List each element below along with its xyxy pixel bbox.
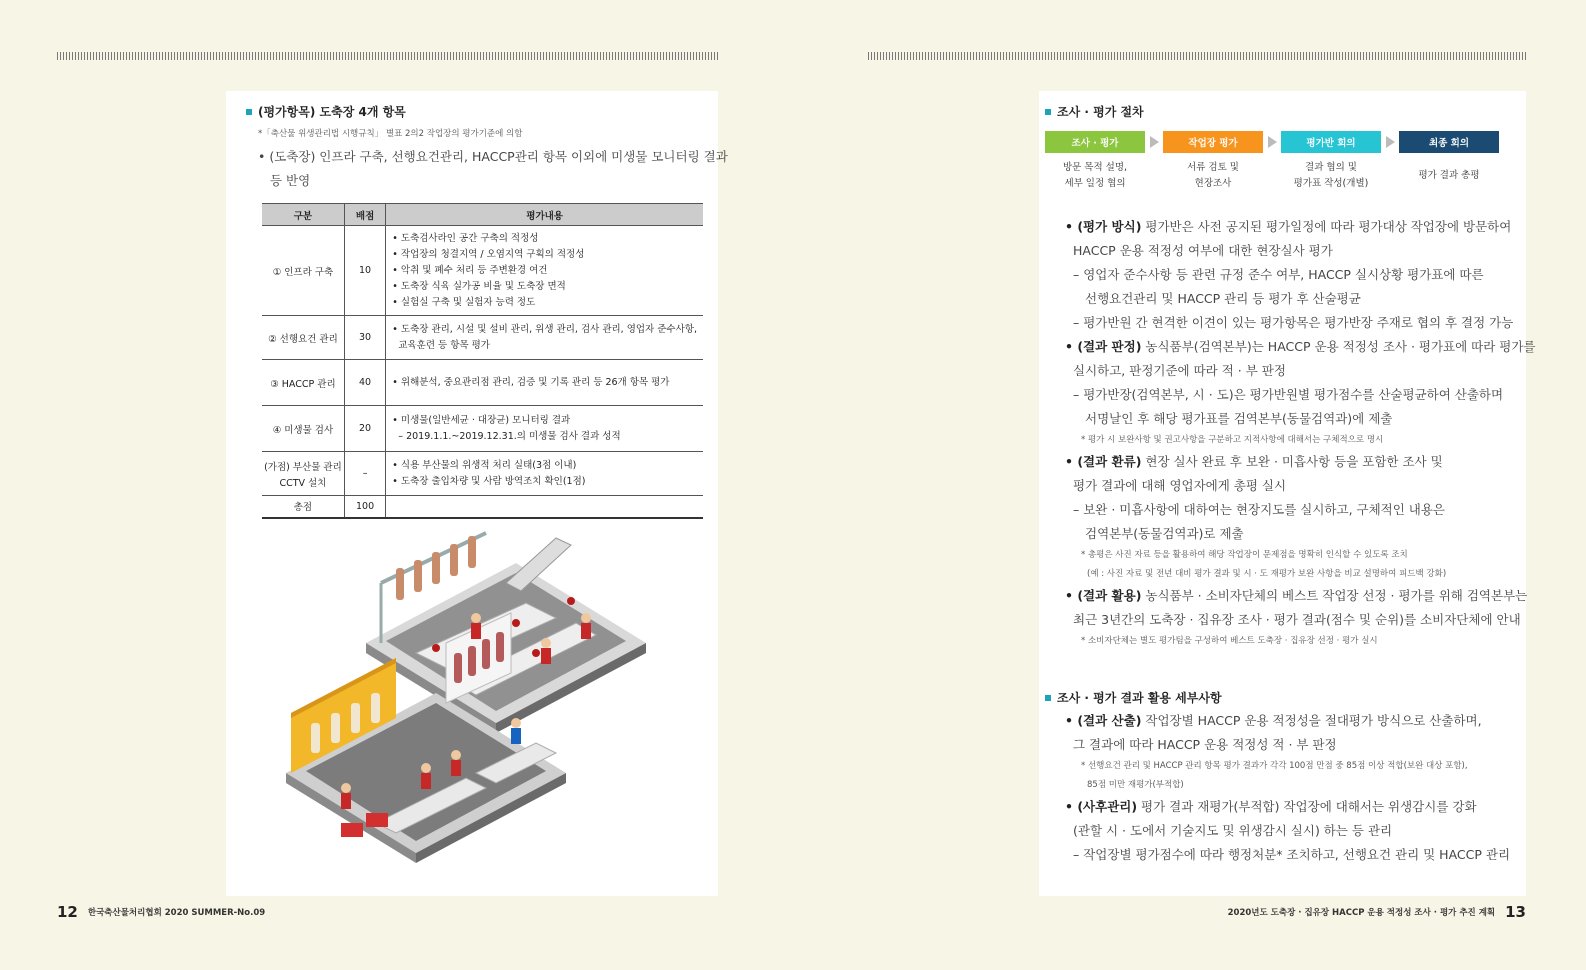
square-bullet-icon — [1045, 109, 1051, 115]
row-content — [386, 406, 703, 452]
section-title-procedure: 조사 · 평가 절차 — [1045, 103, 1144, 120]
content-item: • 식용 부산물의 위생적 처리 실태(3점 이내) — [392, 459, 577, 471]
row-score: 30 — [344, 316, 385, 360]
step-description: 방문 목적 설명, 세부 일정 협의 — [1062, 162, 1128, 189]
square-bullet-icon — [1045, 695, 1051, 701]
footnote: * 선행요건 관리 및 HACCP 관리 항목 평가 결과가 각각 100점 만점 중 85점 이상 적합(보완 대상 포함), — [1081, 761, 1468, 771]
sub-item: – 평가반장(검역본부, 시 · 도)은 평가반원별 평가점수를 산술평균하여 산출하며 — [1073, 387, 1504, 402]
step-label: 최종 회의 — [1399, 131, 1499, 153]
content-item: 교육훈련 등 항목 평가 — [392, 339, 490, 351]
footnote-continuation: 85점 미만 재평가(부적합) — [1087, 780, 1184, 790]
content-item: • 도축장 식육 실가공 비율 및 도축장 면적 — [392, 280, 566, 292]
procedure-step — [1281, 131, 1381, 199]
footnote: * 소비자단체는 별도 평가팀을 구성하여 베스트 도축장 · 집유장 선정 · 평가 실시 — [1081, 636, 1378, 646]
content-item: • 도축장 출입차량 및 사람 방역조치 확인(1점) — [392, 475, 586, 487]
step-description: 서류 검토 및 현장조사 — [1187, 162, 1239, 189]
bullet-continuation: (관할 시 · 도에서 기술지도 및 위생감시 실시) 하는 등 관리 — [1073, 823, 1393, 838]
row-score: – — [344, 452, 385, 496]
table-row — [262, 406, 703, 452]
table-row — [262, 496, 703, 518]
footnote-continuation: (예 : 사진 자료 및 전년 대비 평가 결과 및 시 · 도 재평가 보완 사항을 비교 설명하여 피드백 강화) — [1087, 569, 1447, 579]
bullet-continuation: 최근 3년간의 도축장 · 집유장 조사 · 평가 결과(점수 및 순위)를 소비자단체에 안내 — [1073, 612, 1521, 627]
row-content — [386, 496, 703, 518]
content-item: • 작업장의 청결지역 / 오염지역 구획의 적정성 — [392, 248, 585, 260]
right-content-panel — [1039, 91, 1536, 896]
magazine-title: 한국축산물처리협회 2020 SUMMER-No.09 — [87, 908, 266, 918]
section-title-result-usage: 조사 · 평가 결과 활용 세부사항 — [1045, 689, 1222, 706]
left-footer — [57, 903, 265, 921]
content-item: • 도축장 관리, 시설 및 설비 관리, 위생 관리, 검사 관리, 영업자 준수사항, — [392, 323, 697, 335]
row-score: 10 — [344, 226, 385, 316]
row-content — [386, 360, 703, 406]
sub-item-continuation: 서명날인 후 해당 평가표를 검역본부(동물검역과)에 제출 — [1085, 411, 1393, 426]
row-content — [386, 226, 703, 316]
section-title-evaluation-items: (평가항목) 도축장 4개 항목 — [246, 103, 406, 120]
procedure-step — [1045, 131, 1145, 199]
bullet-continuation: 평가 결과에 대해 영업자에게 총평 실시 — [1073, 478, 1287, 493]
row-category: ② 선행요건 관리 — [262, 316, 344, 360]
evaluation-table — [262, 203, 703, 519]
bullet-continuation: 그 결과에 따라 HACCP 운용 적정성 적 · 부 판정 — [1073, 737, 1337, 752]
row-category: 총점 — [262, 496, 344, 518]
footnote: * 평가 시 보완사항 및 권고사항을 구분하고 지적사항에 대해서는 구체적으로 명시 — [1081, 435, 1384, 445]
content-item: • 미생물(일반세균 · 대장균) 모니터링 결과 — [392, 414, 571, 426]
bullet-continuation: HACCP 운용 적정성 여부에 대한 현장실사 평가 — [1073, 243, 1333, 258]
row-score: 100 — [344, 496, 385, 518]
bullet-line: • (결과 판정) 농식품부(검역본부)는 HACCP 운용 적정성 조사 · 평가표에 따라 평가를 — [1065, 339, 1536, 354]
content-item: • 도축검사라인 공간 구축의 적정성 — [392, 232, 539, 244]
step-description: 결과 협의 및 평가표 작성(개별) — [1293, 162, 1369, 189]
table-row — [262, 452, 703, 496]
square-bullet-icon — [246, 109, 252, 115]
left-content-panel — [226, 91, 728, 896]
procedure-step — [1399, 131, 1499, 199]
header-content: 평가내용 — [386, 204, 703, 226]
right-footer — [1228, 903, 1526, 921]
step-label: 조사 · 평가 — [1045, 131, 1145, 153]
content-item: • 악취 및 폐수 처리 등 주변환경 여건 — [392, 264, 548, 276]
row-category: ③ HACCP 관리 — [262, 360, 344, 406]
row-category: ④ 미생물 검사 — [262, 406, 344, 452]
sub-item: – 보완 · 미흡사항에 대하여는 현장지도를 실시하고, 구체적인 내용은 — [1073, 502, 1446, 517]
dotted-header-rule — [57, 52, 719, 60]
sub-item: – 영업자 준수사항 등 관련 규정 준수 여부, HACCP 실시상황 평가표에 따른 — [1073, 267, 1484, 282]
procedure-flow — [1045, 131, 1499, 199]
table-row — [262, 226, 703, 316]
dotted-header-rule — [868, 52, 1526, 60]
table-header-row — [262, 204, 703, 226]
bullet-line: • (결과 환류) 현장 실사 완료 후 보완 · 미흡사항 등을 포함한 조사 및 — [1065, 454, 1443, 469]
sub-item-continuation: 선행요건관리 및 HACCP 관리 등 평가 후 산술평균 — [1085, 291, 1361, 306]
header-category: 구분 — [262, 204, 344, 226]
row-category: (가점) 부산물 관리 CCTV 설치 — [262, 452, 344, 496]
table-row — [262, 360, 703, 406]
step-label: 평가반 회의 — [1281, 131, 1381, 153]
result-usage-details — [1065, 709, 1510, 867]
content-item: • 위해분석, 중요관리점 관리, 검증 및 기록 관리 등 26개 항목 평가 — [392, 376, 670, 388]
bullet-line: • (결과 산출) 작업장별 HACCP 운용 적정성을 절대평가 방식으로 산출하며, — [1065, 713, 1482, 728]
slaughterhouse-illustration — [286, 523, 646, 883]
step-description: 평가 결과 총평 — [1418, 170, 1480, 181]
row-score: 40 — [344, 360, 385, 406]
right-page — [793, 0, 1586, 970]
sub-item: – 평가반원 간 현격한 이견이 있는 평가항목은 평가반장 주재로 협의 후 결정 가능 — [1073, 315, 1514, 330]
article-title: 2020년도 도축장 · 집유장 HACCP 운용 적정성 조사 · 평가 추진 계획 — [1227, 908, 1496, 918]
bullet-line: • (사후관리) 평가 결과 재평가(부적합) 작업장에 대해서는 위생감시를 강화 — [1065, 799, 1477, 814]
sub-item: – 작업장별 평가점수에 따라 행정처분* 조치하고, 선행요건 관리 및 HACCP 관리 — [1073, 847, 1511, 862]
content-item: • 실험실 구축 및 실험자 능력 정도 — [392, 296, 536, 308]
page-number-left: 12 — [57, 903, 78, 921]
regulation-note: *「축산물 위생관리법 시행규칙」 별표 2의2 작업장의 평가기준에 의함 — [258, 129, 523, 139]
table-row — [262, 316, 703, 360]
flow-arrow-icon — [1145, 131, 1163, 153]
procedure-details — [1065, 215, 1536, 651]
row-content — [386, 316, 703, 360]
flow-arrow-icon — [1263, 131, 1281, 153]
row-content — [386, 452, 703, 496]
bullet-continuation: 실시하고, 판정기준에 따라 적 · 부 판정 — [1073, 363, 1286, 378]
step-label: 작업장 평가 — [1163, 131, 1263, 153]
bullet-line: • (결과 활용) 농식품부 · 소비자단체의 베스트 작업장 선정 · 평가를 위해 검역본부는 — [1065, 588, 1528, 603]
procedure-step — [1163, 131, 1263, 199]
page-number-right: 13 — [1505, 903, 1526, 921]
header-score: 배점 — [344, 204, 385, 226]
footnote: * 총평은 사진 자료 등을 활용하여 해당 작업장이 문제점을 명확히 인식할 수 있도록 조치 — [1081, 550, 1408, 560]
row-score: 20 — [344, 406, 385, 452]
content-item: – 2019.1.1.~2019.12.31.의 미생물 검사 결과 성적 — [392, 430, 621, 442]
slaughterhouse-bullet: • (도축장) 인프라 구축, 선행요건관리, HACCP관리 항목 이외에 미생물 모니터링 결과 등 반영 — [258, 149, 728, 188]
row-category: ① 인프라 구축 — [262, 226, 344, 316]
sub-item-continuation: 검역본부(동물검역과)로 제출 — [1085, 526, 1244, 541]
bullet-line: • (평가 방식) 평가반은 사전 공지된 평가일정에 따라 평가대상 작업장에 방문하여 — [1065, 219, 1512, 234]
flow-arrow-icon — [1381, 131, 1399, 153]
